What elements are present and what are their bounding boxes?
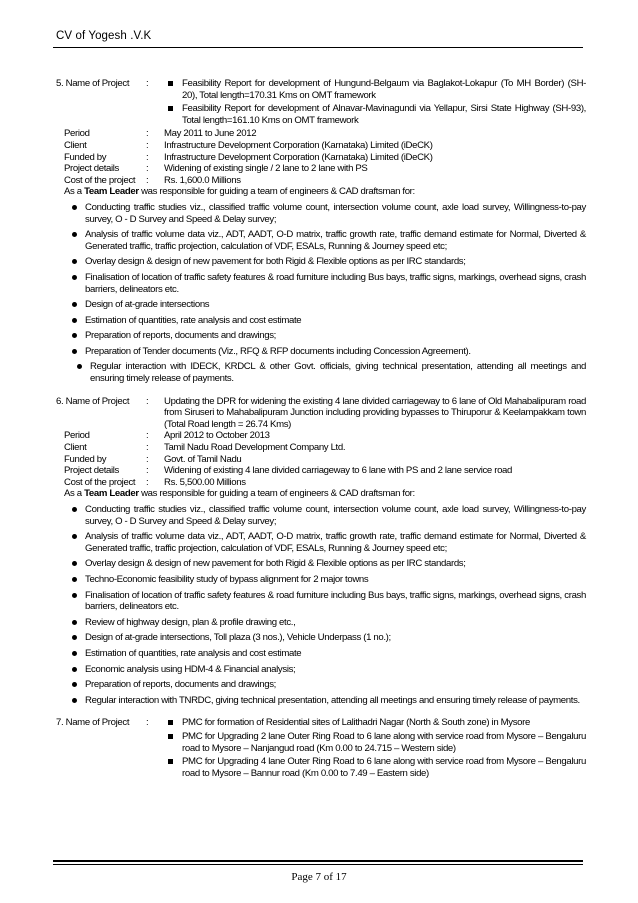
duty-item: Review of highway design, plan & profile drawing etc., <box>64 617 586 629</box>
meta-row-project-details <box>64 465 586 477</box>
meta-value: Widening of existing single / 2 lane to 2 lane with PS <box>164 163 368 175</box>
project-label: 5. Name of Project <box>56 78 130 89</box>
colon: : <box>146 395 149 407</box>
duty-item: Design of at-grade intersections <box>64 299 586 311</box>
duties-list <box>64 504 586 706</box>
duty-item: Overlay design & design of new pavement for both Rigid & Flexible options as per IRC standards; <box>64 558 586 570</box>
colon: : <box>146 717 149 729</box>
duty-item: Preparation of Tender documents (Viz., RFQ & RFP documents including Concession Agreement). <box>64 346 586 358</box>
page-number: Page 7 of 17 <box>291 871 347 883</box>
header-rule <box>53 47 583 48</box>
role-title: Team Leader <box>84 186 139 198</box>
duty-item: Estimation of quantities, rate analysis and cost estimate <box>64 315 586 327</box>
duty-item: Regular interaction with TNRDC, giving technical presentation, attending all meetings and ensuring timely release of payments. <box>64 695 586 707</box>
project-7 <box>56 717 586 781</box>
duty-item: Analysis of traffic volume data viz., ADT, AADT, O-D matrix, traffic growth rate, traffic demand estimate for Normal, Diverted & Generated traffic, traffic projection, calculation of VDF, ESALs, Running & Journey speed etc; <box>64 229 586 252</box>
duty-item: Analysis of traffic volume data viz., ADT, AADT, O-D matrix, traffic growth rate, traffic demand estimate for Normal, Diverted & Generated traffic, traffic projection, calculation of VDF, ESALs, Running & Journey speed etc; <box>64 531 586 554</box>
cv-content <box>56 78 586 792</box>
meta-label: Period <box>64 128 90 140</box>
role-title: Team Leader <box>84 488 139 500</box>
project-meta <box>64 128 586 186</box>
role-statement <box>64 186 586 198</box>
role-prefix: As a <box>64 186 85 198</box>
colon: : <box>146 151 149 163</box>
project-name-item: PMC for Upgrading 2 lane Outer Ring Road to 6 lane along with service road from Mysore – Bengaluru road to Mysore – Nanjangud road (Km 0.00 to 24.715 – Western side) <box>164 731 586 754</box>
meta-row-cost <box>64 175 586 187</box>
colon: : <box>146 465 149 477</box>
duty-item: Preparation of reports, documents and drawings; <box>64 679 586 691</box>
project-meta <box>64 430 586 488</box>
meta-label: Cost of the project <box>64 174 136 186</box>
duty-item: Economic analysis using HDM-4 & Financial analysis; <box>64 664 586 676</box>
colon: : <box>146 78 149 89</box>
project-name-list <box>164 78 586 126</box>
role-suffix: was responsible for guiding a team of engineers & CAD draftsman for: <box>138 186 415 198</box>
project-name-list <box>164 717 586 779</box>
role-prefix: As a <box>64 488 85 500</box>
page-header-title: CV of Yogesh .V.K <box>56 30 152 42</box>
duties-list <box>64 202 586 385</box>
project-label: 6. Name of Project <box>56 395 130 407</box>
meta-value: May 2011 to June 2012 <box>164 128 257 140</box>
meta-row-cost <box>64 477 586 489</box>
duty-item: Preparation of reports, documents and drawings; <box>64 330 586 342</box>
meta-row-client <box>64 442 586 454</box>
duty-item: Design of at-grade intersections, Toll plaza (3 nos.), Vehicle Underpass (1 no.); <box>64 632 586 644</box>
meta-row-project-details <box>64 163 586 175</box>
meta-label: Period <box>64 430 90 442</box>
duty-item: Conducting traffic studies viz., classified traffic volume count, intersection volume count, axle load survey, Willingness-to-pay survey, O - D Survey and Speed & Delay survey; <box>64 504 586 527</box>
project-5 <box>56 78 586 385</box>
colon: : <box>146 128 149 140</box>
project-name-item: Feasibility Report for development of Hungund-Belgaum via Baglakot-Lokapur (To MH Border) (SH-20), Total length=170.31 Kms on OMT framework <box>164 78 586 101</box>
project-name-item: Feasibility Report for development of Alnavar-Mavinagundi via Yellapur, Sirsi State Highway (SH-93), Total length=161.10 Kms on OMT framework <box>164 103 586 126</box>
role-suffix: was responsible for guiding a team of engineers & CAD draftsman for: <box>138 488 415 500</box>
project-name-text: Updating the DPR for widening the existing 4 lane divided carriageway to 6 lane of Old Mahabalipuram road from Siruseri to Mahabalipuram Junction including providing bypasses to Thiruporur & Keelampakkam town (Total Road length = 26.74 Kms) <box>164 395 586 430</box>
duty-item: Finalisation of location of traffic safety features & road furniture including Bus bays, traffic signs, markings, overhead signs, crash barriers, delineators etc. <box>64 272 586 295</box>
meta-label: Funded by <box>64 151 107 163</box>
meta-row-period <box>64 128 586 140</box>
meta-value: April 2012 to October 2013 <box>164 430 270 442</box>
meta-label: Client <box>64 442 87 454</box>
colon: : <box>146 430 149 442</box>
duty-item: Overlay design & design of new pavement for both Rigid & Flexible options as per IRC standards; <box>64 256 586 268</box>
role-statement <box>64 488 586 500</box>
meta-label: Project details <box>64 465 120 477</box>
meta-row-funded-by <box>64 454 586 466</box>
footer-rule-thin <box>53 864 583 865</box>
meta-label: Cost of the project <box>64 476 136 488</box>
duty-item: Estimation of quantities, rate analysis and cost estimate <box>64 648 586 660</box>
meta-label: Funded by <box>64 453 107 465</box>
meta-row-period <box>64 430 586 442</box>
duty-item: Conducting traffic studies viz., classified traffic volume count, intersection volume count, axle load survey, Willingness-to-pay survey, O - D Survey and Speed & Delay survey; <box>64 202 586 225</box>
colon: : <box>146 442 149 454</box>
project-name-item: PMC for formation of Residential sites of Lalithadri Nagar (North & South zone) in Mysore <box>164 717 586 729</box>
duty-item: Finalisation of location of traffic safety features & road furniture including Bus bays, traffic signs, markings, overhead signs, crash barriers, delineators etc. <box>64 590 586 613</box>
meta-value: Widening of existing 4 lane divided carriageway to 6 lane with PS and 2 lane service road <box>164 465 513 477</box>
meta-value: Govt. of Tamil Nadu <box>164 453 242 465</box>
duty-item: Techno-Economic feasibility study of bypass alignment for 2 major towns <box>64 574 586 586</box>
meta-value: Tamil Nadu Road Development Company Ltd. <box>164 442 346 454</box>
meta-label: Project details <box>64 163 120 175</box>
meta-value: Infrastructure Development Corporation (Karnataka) Limited (iDeCK) <box>164 151 433 163</box>
project-name-item: PMC for Upgrading 4 lane Outer Ring Road to 6 lane along with service road from Mysore – Bengaluru road to Mysore – Bannur road (Km 0.00 to 7.49 – Eastern side) <box>164 756 586 779</box>
project-6 <box>56 396 586 707</box>
meta-label: Client <box>64 139 87 151</box>
colon: : <box>146 453 149 465</box>
meta-value: Rs. 1,600.0 Millions <box>164 174 241 186</box>
meta-row-client <box>64 140 586 152</box>
meta-value: Infrastructure Development Corporation (Karnataka) Limited (iDeCK) <box>164 139 433 151</box>
footer-rule <box>53 860 583 862</box>
colon: : <box>146 174 149 186</box>
colon: : <box>146 139 149 151</box>
meta-value: Rs. 5,500.00 Millions <box>164 476 246 488</box>
colon: : <box>146 476 149 488</box>
project-label: 7. Name of Project <box>56 717 130 729</box>
colon: : <box>146 163 149 175</box>
duty-item: Regular interaction with IDECK, KRDCL & other Govt. officials, giving technical presentation, attending all meetings and ensuring timely release of payments. <box>64 361 586 384</box>
meta-row-funded-by <box>64 152 586 164</box>
